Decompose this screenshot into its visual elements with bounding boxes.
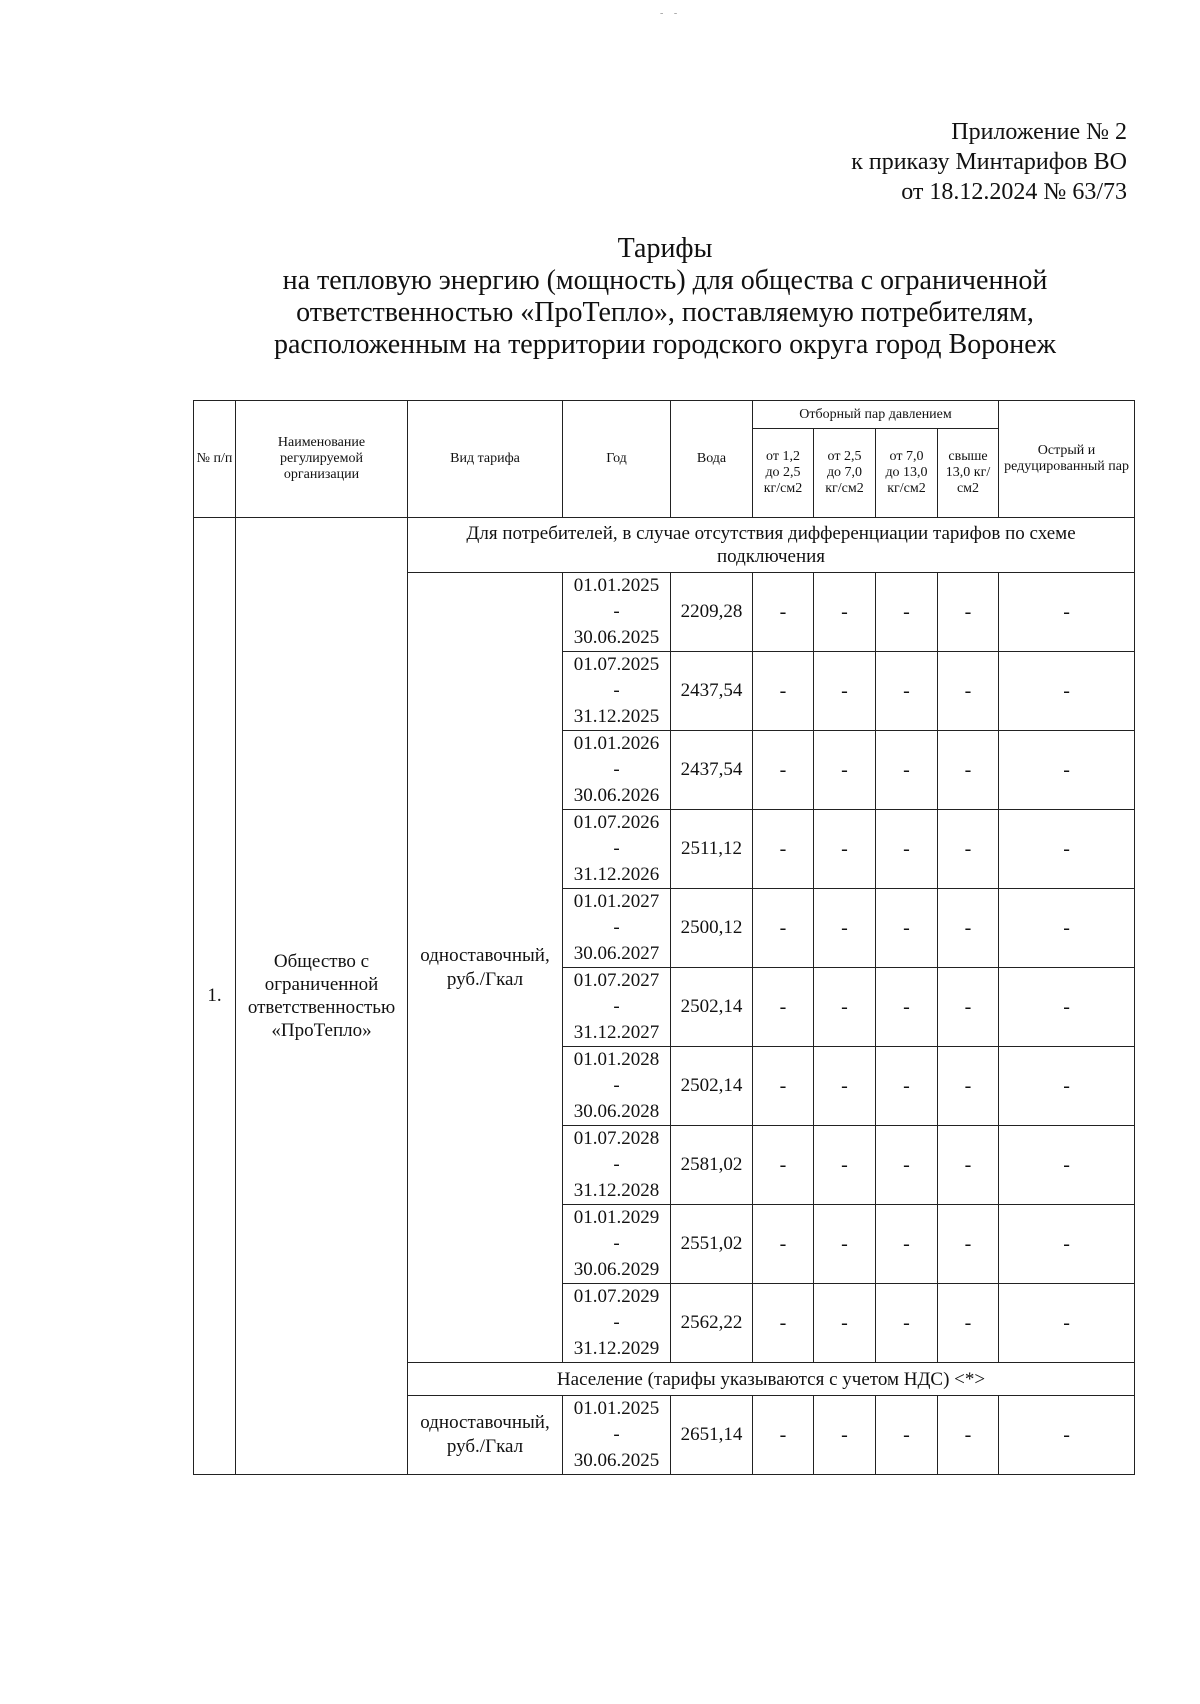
section-title: Население (тарифы указываются с учетом НДС) <*> xyxy=(408,1363,1135,1396)
steam-tariff-s2: - xyxy=(814,573,876,652)
period-cell xyxy=(563,573,671,652)
title-line-3: ответственностью «ПроТепло», поставляемую потребителям, xyxy=(296,297,1034,328)
steam-tariff-s1: - xyxy=(753,1396,814,1475)
title-line-4: расположенным на территории городского округа город Воронеж xyxy=(274,329,1056,360)
steam-tariff-s2: - xyxy=(814,1396,876,1475)
water-tariff: 2437,54 xyxy=(671,652,753,731)
period-cell xyxy=(563,1205,671,1284)
period-cell xyxy=(563,1047,671,1126)
header-steam-group: Отборный пар давлением xyxy=(753,401,999,429)
steam-tariff-s1: - xyxy=(753,652,814,731)
tariff-type: одноставочный, руб./Гкал xyxy=(408,1396,563,1475)
steam-tariff-sharp: - xyxy=(999,968,1135,1047)
period-sep: - xyxy=(613,1075,620,1096)
steam-tariff-s3: - xyxy=(876,731,938,810)
water-tariff: 2551,02 xyxy=(671,1205,753,1284)
period-cell xyxy=(563,1396,671,1475)
steam-tariff-s1: - xyxy=(753,1205,814,1284)
steam-tariff-s4: - xyxy=(938,1284,999,1363)
period-to: 31.12.2029 xyxy=(573,1338,660,1359)
period-from: 01.01.2027 xyxy=(573,891,660,912)
steam-tariff-s1: - xyxy=(753,1047,814,1126)
period-sep: - xyxy=(613,601,620,622)
period-sep: - xyxy=(613,759,620,780)
steam-tariff-s3: - xyxy=(876,573,938,652)
period-cell xyxy=(563,652,671,731)
period-sep: - xyxy=(613,1312,620,1333)
water-tariff: 2502,14 xyxy=(671,1047,753,1126)
period-from: 01.07.2026 xyxy=(573,812,660,833)
steam-tariff-s4: - xyxy=(938,1047,999,1126)
appendix-date: от 18.12.2024 № 63/73 xyxy=(901,179,1127,205)
steam-tariff-s2: - xyxy=(814,731,876,810)
row-number: 1. xyxy=(194,518,236,1475)
steam-tariff-s2: - xyxy=(814,1047,876,1126)
steam-tariff-s3: - xyxy=(876,1396,938,1475)
steam-tariff-sharp: - xyxy=(999,731,1135,810)
steam-tariff-s4: - xyxy=(938,810,999,889)
header-steam-4: свыше 13,0 кг/см2 xyxy=(938,429,999,518)
header-steam-3: от 7,0 до 13,0 кг/см2 xyxy=(876,429,938,518)
steam-tariff-s3: - xyxy=(876,652,938,731)
appendix-reference xyxy=(851,117,1127,207)
period-to: 30.06.2026 xyxy=(573,785,660,806)
steam-tariff-s4: - xyxy=(938,1126,999,1205)
steam-tariff-sharp: - xyxy=(999,810,1135,889)
appendix-order: к приказу Минтарифов ВО xyxy=(851,149,1127,175)
water-tariff: 2209,28 xyxy=(671,573,753,652)
period-cell xyxy=(563,1284,671,1363)
steam-tariff-s1: - xyxy=(753,1284,814,1363)
steam-tariff-s3: - xyxy=(876,1126,938,1205)
water-tariff: 2651,14 xyxy=(671,1396,753,1475)
document-title xyxy=(0,233,1200,361)
period-to: 30.06.2029 xyxy=(573,1259,660,1280)
steam-tariff-s4: - xyxy=(938,731,999,810)
period-from: 01.07.2027 xyxy=(573,970,660,991)
steam-tariff-s2: - xyxy=(814,1284,876,1363)
steam-tariff-s4: - xyxy=(938,1205,999,1284)
period-sep: - xyxy=(613,838,620,859)
steam-tariff-s4: - xyxy=(938,889,999,968)
period-sep: - xyxy=(613,917,620,938)
period-to: 30.06.2025 xyxy=(573,627,660,648)
steam-tariff-s1: - xyxy=(753,731,814,810)
steam-tariff-s4: - xyxy=(938,573,999,652)
header-sharp-steam: Острый и редуцированный пар xyxy=(999,401,1135,518)
steam-tariff-s3: - xyxy=(876,810,938,889)
water-tariff: 2511,12 xyxy=(671,810,753,889)
period-from: 01.01.2029 xyxy=(573,1207,660,1228)
header-org: Наименование регулируемой организации xyxy=(236,401,408,518)
steam-tariff-s3: - xyxy=(876,1205,938,1284)
period-from: 01.01.2025 xyxy=(573,575,660,596)
period-from: 01.01.2026 xyxy=(573,733,660,754)
steam-tariff-sharp: - xyxy=(999,1205,1135,1284)
period-from: 01.07.2025 xyxy=(573,654,660,675)
tariff-type: одноставочный, руб./Гкал xyxy=(408,573,563,1363)
section-row xyxy=(194,518,1135,573)
title-line-1: Тарифы xyxy=(617,233,713,264)
period-cell xyxy=(563,889,671,968)
header-water: Вода xyxy=(671,401,753,518)
period-from: 01.01.2025 xyxy=(573,1398,660,1419)
section-title: Для потребителей, в случае отсутствия дифференциации тарифов по схеме подключения xyxy=(408,518,1135,573)
tariff-table xyxy=(193,400,1135,1475)
steam-tariff-s2: - xyxy=(814,889,876,968)
water-tariff: 2562,22 xyxy=(671,1284,753,1363)
header-num: № п/п xyxy=(194,401,236,518)
period-to: 30.06.2028 xyxy=(573,1101,660,1122)
steam-tariff-sharp: - xyxy=(999,1126,1135,1205)
steam-tariff-s2: - xyxy=(814,652,876,731)
steam-tariff-s3: - xyxy=(876,1047,938,1126)
steam-tariff-s2: - xyxy=(814,1205,876,1284)
steam-tariff-s1: - xyxy=(753,1126,814,1205)
period-cell xyxy=(563,968,671,1047)
period-to: 31.12.2028 xyxy=(573,1180,660,1201)
steam-tariff-s3: - xyxy=(876,889,938,968)
header-steam-2: от 2,5 до 7,0 кг/см2 xyxy=(814,429,876,518)
water-tariff: 2437,54 xyxy=(671,731,753,810)
steam-tariff-s3: - xyxy=(876,1284,938,1363)
steam-tariff-s1: - xyxy=(753,968,814,1047)
steam-tariff-s4: - xyxy=(938,652,999,731)
water-tariff: 2502,14 xyxy=(671,968,753,1047)
steam-tariff-sharp: - xyxy=(999,1396,1135,1475)
water-tariff: 2500,12 xyxy=(671,889,753,968)
header-steam-1: от 1,2 до 2,5 кг/см2 xyxy=(753,429,814,518)
steam-tariff-s4: - xyxy=(938,968,999,1047)
period-cell xyxy=(563,731,671,810)
period-cell xyxy=(563,1126,671,1205)
period-sep: - xyxy=(613,1154,620,1175)
period-sep: - xyxy=(613,680,620,701)
steam-tariff-s3: - xyxy=(876,968,938,1047)
header-year: Год xyxy=(563,401,671,518)
scan-artifact: - - xyxy=(660,8,682,19)
title-line-2: на тепловую энергию (мощность) для общества с ограниченной xyxy=(282,265,1048,296)
steam-tariff-s2: - xyxy=(814,810,876,889)
period-to: 31.12.2025 xyxy=(573,706,660,727)
period-cell xyxy=(563,810,671,889)
period-from: 01.01.2028 xyxy=(573,1049,660,1070)
steam-tariff-s1: - xyxy=(753,810,814,889)
period-to: 31.12.2026 xyxy=(573,864,660,885)
period-sep: - xyxy=(613,996,620,1017)
period-from: 01.07.2029 xyxy=(573,1286,660,1307)
header-tariff-type: Вид тарифа xyxy=(408,401,563,518)
steam-tariff-sharp: - xyxy=(999,573,1135,652)
steam-tariff-s1: - xyxy=(753,573,814,652)
steam-tariff-sharp: - xyxy=(999,889,1135,968)
steam-tariff-sharp: - xyxy=(999,1284,1135,1363)
organization-name: Общество с ограниченной ответственностью «ПроТепло» xyxy=(236,518,408,1475)
steam-tariff-sharp: - xyxy=(999,652,1135,731)
period-to: 30.06.2025 xyxy=(573,1450,660,1471)
steam-tariff-s2: - xyxy=(814,1126,876,1205)
period-to: 31.12.2027 xyxy=(573,1022,660,1043)
period-from: 01.07.2028 xyxy=(573,1128,660,1149)
water-tariff: 2581,02 xyxy=(671,1126,753,1205)
period-to: 30.06.2027 xyxy=(573,943,660,964)
steam-tariff-sharp: - xyxy=(999,1047,1135,1126)
steam-tariff-s1: - xyxy=(753,889,814,968)
period-sep: - xyxy=(613,1233,620,1254)
appendix-number: Приложение № 2 xyxy=(951,119,1127,145)
steam-tariff-s4: - xyxy=(938,1396,999,1475)
steam-tariff-s2: - xyxy=(814,968,876,1047)
period-sep: - xyxy=(613,1424,620,1445)
